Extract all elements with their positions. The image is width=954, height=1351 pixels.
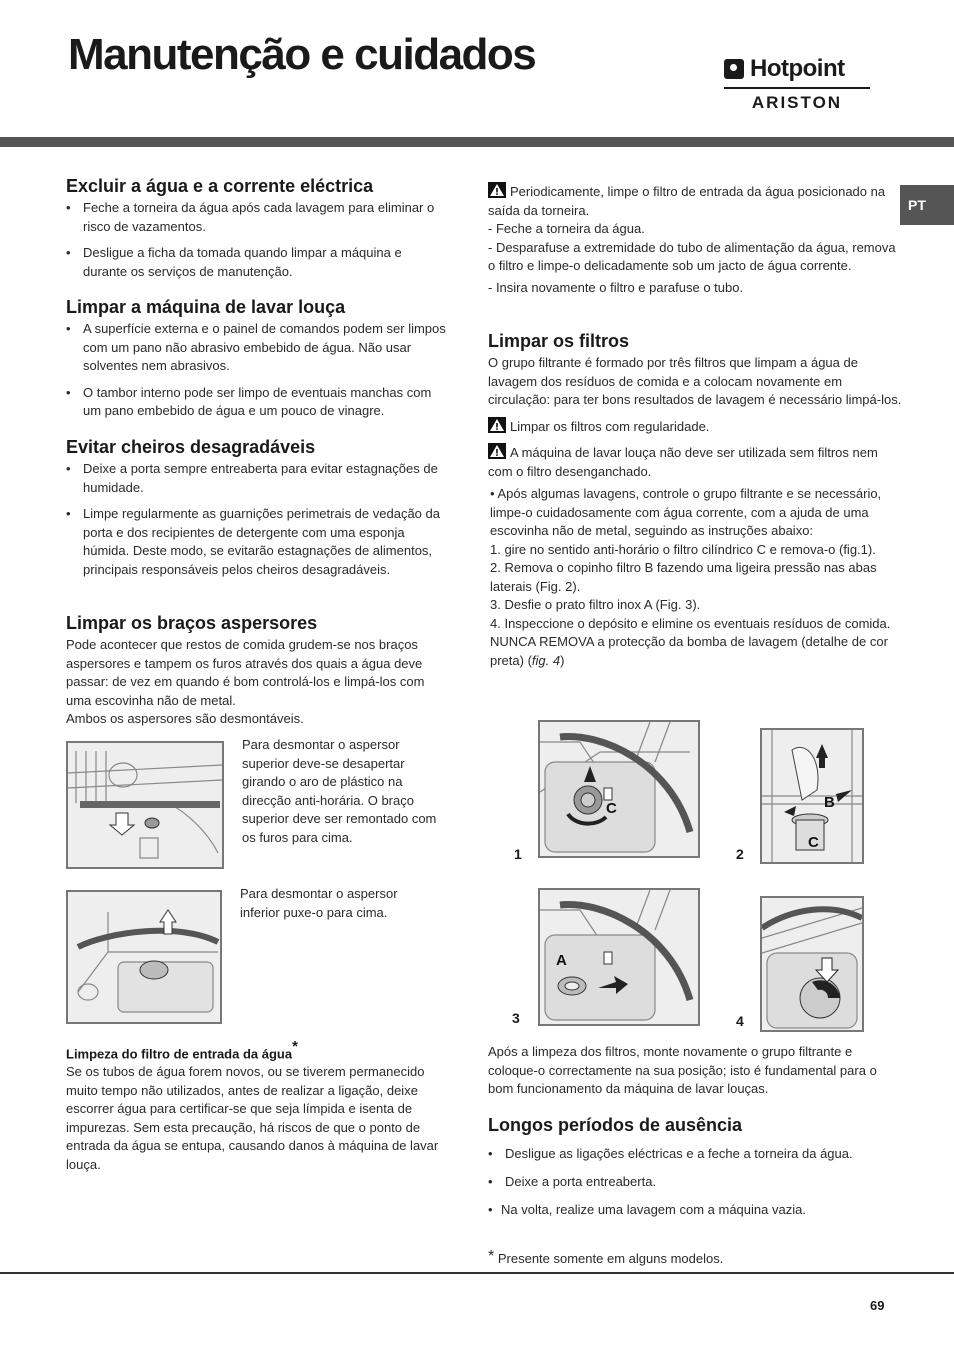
brand-divider [724,87,870,89]
step-text: 4. Inspeccione o depósito e elimine os eventuais resíduos de comida. NUNCA REMOVA a protecção da bomba de lavagem (detalhe de cor preta) ( [490,615,891,668]
bullet-list [488,1145,904,1220]
warning-text: A máquina de lavar louça não deve ser utilizada sem filtros nem com o filtro desenganchado. [488,445,878,479]
list-item: • Limpe regularmente as guarnições perimetrais de vedação da porta e dos recipientes de detergente com uma esponja húmida. Deste modo, se evitarão estagnações de alimentos, principais responsáveis pelos cheiros desagradáveis. [66,505,446,579]
figure-reference: fig. 4 [531,652,561,668]
list-item: • A superfície externa e o painel de comandos podem ser limpos com um pano não abrasivo embebido de água. Não usar solventes nem abrasivos. [66,320,446,376]
figure-caption: Para desmontar o aspersor inferior puxe-o para cima. [240,886,398,920]
figure-number: 3 [512,1010,520,1026]
footnote-marker: * [292,1038,298,1055]
list-item: • Deixe a porta entreaberta. [488,1173,904,1192]
footnote [488,1248,904,1269]
footnote-body: Presente somente em alguns modelos. [497,1251,724,1266]
label-a: A [556,952,567,969]
figure-3-filter-a [538,888,700,1026]
header-bar [0,137,954,147]
label-b: B [824,794,835,811]
brand-mark-icon [724,59,744,79]
list-item: • Feche a torneira da água após cada lavagem para eliminar o risco de vazamentos. [66,199,446,236]
brand-name: Hotpoint [750,55,845,82]
filter-c-illustration [540,722,698,856]
paragraph: Pode acontecer que restos de comida grudem-se nos braços aspersores e tampem os furos através dos quais a água deve passar: de vez em quando é bom controlá-los e limpá-los com uma escovinha não de metal. [66,637,425,708]
figure-2-filter-b [760,728,864,864]
page-title: Manutenção e cuidados [68,30,536,79]
section-heading: Longos períodos de ausência [488,1115,743,1135]
paragraph: Após a limpeza dos filtros, monte novamente o grupo filtrante e coloque-o correctamente na sua posição; isto é fundamental para o bom funcionamento da máquina de lavar louças. [488,1044,877,1096]
section-clean-filters [488,331,904,670]
warning-text: Limpar os filtros com regularidade. [510,418,710,434]
label-c: C [808,834,819,851]
section-odors [66,437,446,587]
figure-lower-spray-arm [66,890,222,1024]
lower-spray-arm-illustration [68,892,220,1022]
bullet-list [66,320,446,421]
upper-spray-arm-illustration [68,743,222,867]
footer-rule [0,1272,954,1274]
section-heading [66,1040,446,1061]
footnote-marker: * [488,1248,495,1265]
step-line: 3. Desfie o prato filtro inox A (Fig. 3). [490,597,701,612]
section-heading: Excluir a água e a corrente eléctrica [66,176,374,196]
figure-1-filter-c [538,720,700,858]
brand-sub: ARISTON [751,93,843,112]
section-spray-arms [66,613,446,729]
step-line: - Insira novamente o filtro e parafuse o tubo. [488,279,744,295]
pump-protection-illustration [762,898,862,1030]
section-clean-machine [66,297,446,429]
warning-paragraph [488,182,904,220]
figure-number: 1 [514,846,522,862]
section-heading: Limpar a máquina de lavar louça [66,297,346,317]
paragraph: • Após algumas lavagens, controle o grupo filtrante e se necessário, limpe-o cuidadosamente com água corrente, com a ajuda de uma escovinha não de metal, seguindo as instruções abaixo: [490,486,882,538]
list-item: • Deixe a porta sempre entreaberta para evitar estagnações de humidade. [66,460,446,497]
step-text-end: ) [560,652,565,668]
footnote-text [488,1248,904,1269]
list-item: • Desligue a ficha da tomada quando limpar a máquina e durante os serviços de manutenção. [66,244,446,281]
figure-upper-spray-arm [66,741,224,869]
bullet-list [66,460,446,579]
section-inlet-filter [66,1040,446,1174]
warning-icon [488,182,506,198]
section-heading: Evitar cheiros desagradáveis [66,437,316,457]
figure-4-pump-protection [760,896,864,1032]
list-item: • Desligue as ligações eléctricas e a feche a torneira da água. [488,1145,904,1164]
figure-number: 4 [736,1013,744,1029]
warning-icon [488,443,506,459]
page-number: 69 [870,1298,885,1313]
warning-paragraph [488,417,904,437]
language-tab: PT [900,185,954,225]
warning-icon [488,417,506,433]
brand-logo [724,55,870,117]
warning-text: Periodicamente, limpe o filtro de entrada da água posicionado na saída da torneira. [488,184,886,218]
section-heading: Limpar os filtros [488,331,630,351]
bullet-list [66,199,446,281]
list-item: • O tambor interno pode ser limpo de eventuais manchas com um pano embebido de água e um pouco de vinagre. [66,384,446,421]
section-absence [488,1115,904,1228]
step-line: 1. gire no sentido anti-horário o filtro cilíndrico C e remova-o (fig.1). [490,541,876,557]
paragraph: Ambos os aspersores são desmontáveis. [66,711,304,726]
figure-caption: Para desmontar o aspersor superior deve-se desapertar girando o aro de plástico na direcção anti-horária. O braço superior deve ser remontado com os furos para cima. [242,737,437,845]
section-inlet-instructions [488,182,904,297]
paragraph: O grupo filtrante é formado por três filtros que limpam a água de lavagem dos resíduos de comida e a colocam novamente em circulação: para ter bons resultados de lavagem é necessário limpá-los. [488,355,902,407]
after-cleaning [488,1043,904,1099]
list-item: • Na volta, realize uma lavagem com a máquina vazia. [488,1201,904,1220]
heading-text: Limpeza do filtro de entrada da água [66,1046,293,1062]
section-heading: Limpar os braços aspersores [66,613,318,633]
paragraph: Se os tubos de água forem novos, ou se tiverem permanecido muito tempo não utilizados, antes de realizar a ligação, deixe escorrer água para certificar-se que seja límpida e isenta de impurezas. Sem esta precaução, há riscos de que o ponto de entrada da água se entupa, causando danos à máquina de lavar louça. [66,1064,439,1172]
step-line: 2. Remova o copinho filtro B fazendo uma ligeira pressão nas abas laterais (Fig. 2). [490,560,877,594]
warning-paragraph [488,443,904,481]
instructions [488,485,904,670]
label-c: C [606,800,617,817]
step-line: - Feche a torneira da água. [488,221,645,236]
step-line: - Desparafuse a extremidade do tubo de alimentação da água, remova o filtro e limpe-o delicadamente sob um jacto de água corrente. [488,239,896,273]
step-line [490,615,904,671]
figure-number: 2 [736,846,744,862]
section-water-power [66,176,446,289]
